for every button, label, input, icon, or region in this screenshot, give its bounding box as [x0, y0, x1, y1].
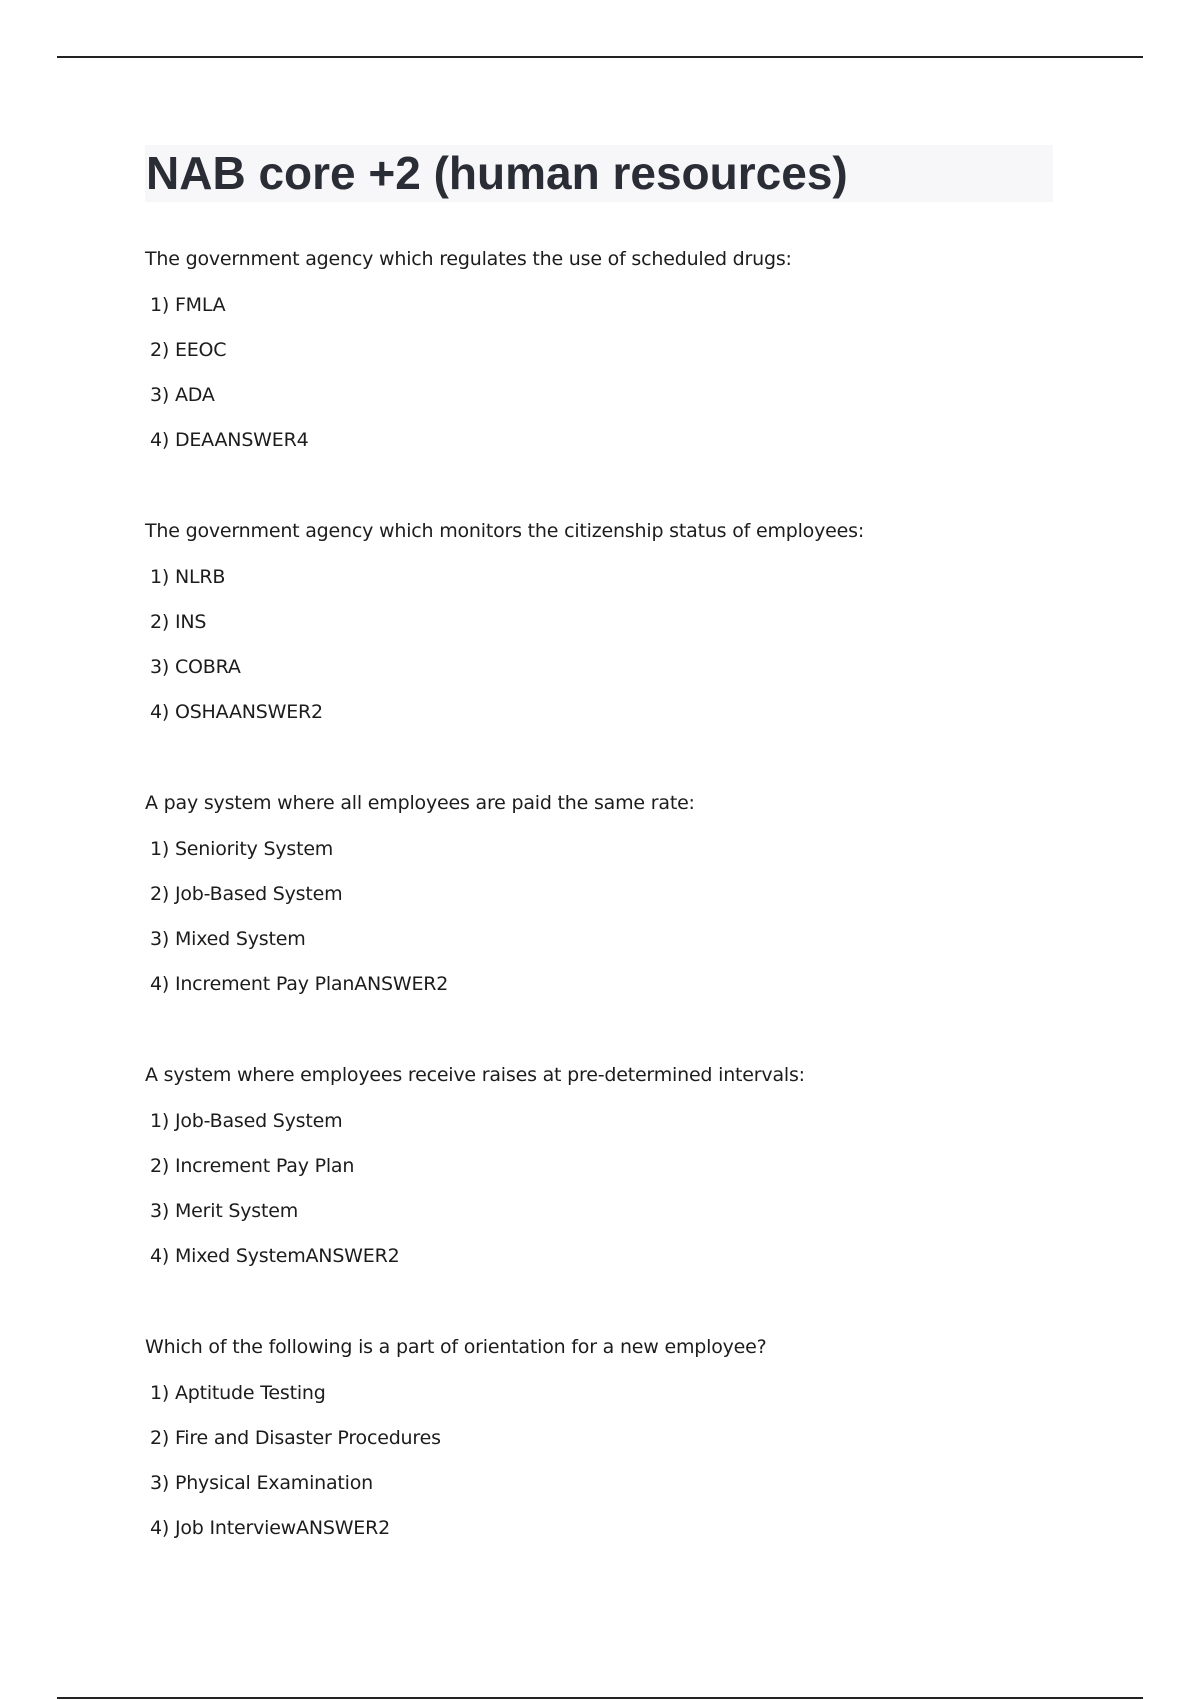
header-rule: [57, 56, 1143, 58]
footer-rule: [57, 1697, 1143, 1699]
answer-option: 3) Physical Examination: [150, 1472, 374, 1494]
question-prompt: The government agency which monitors the citizenship status of employees:: [145, 520, 865, 542]
question-item: [145, 788, 1105, 1060]
answer-option: 4) Mixed SystemANSWER2: [150, 1245, 400, 1267]
answer-option: 2) Fire and Disaster Procedures: [150, 1427, 441, 1449]
question-list: [145, 244, 1105, 1604]
answer-option: 1) Aptitude Testing: [150, 1382, 326, 1404]
answer-option: 1) FMLA: [150, 294, 226, 316]
question-item: [145, 1332, 1105, 1604]
answer-option: 4) DEAANSWER4: [150, 429, 309, 451]
question-item: [145, 516, 1105, 788]
answer-option: 4) OSHAANSWER2: [150, 701, 323, 723]
question-item: [145, 244, 1105, 516]
answer-option: 2) INS: [150, 611, 207, 633]
question-prompt: A pay system where all employees are paid the same rate:: [145, 792, 695, 814]
question-item: [145, 1060, 1105, 1332]
answer-option: 3) Mixed System: [150, 928, 306, 950]
question-prompt: The government agency which regulates the use of scheduled drugs:: [145, 248, 792, 270]
answer-option: 2) Job-Based System: [150, 883, 343, 905]
question-prompt: Which of the following is a part of orientation for a new employee?: [145, 1336, 767, 1358]
answer-option: 1) Job-Based System: [150, 1110, 343, 1132]
page-title: NAB core +2 (human resources): [146, 147, 848, 199]
question-prompt: A system where employees receive raises at pre-determined intervals:: [145, 1064, 805, 1086]
answer-option: 2) EEOC: [150, 339, 227, 361]
answer-option: 2) Increment Pay Plan: [150, 1155, 355, 1177]
answer-option: 1) Seniority System: [150, 838, 334, 860]
answer-option: 4) Increment Pay PlanANSWER2: [150, 973, 449, 995]
answer-option: 1) NLRB: [150, 566, 226, 588]
answer-option: 3) COBRA: [150, 656, 241, 678]
answer-option: 4) Job InterviewANSWER2: [150, 1517, 390, 1539]
answer-option: 3) Merit System: [150, 1200, 299, 1222]
answer-option: 3) ADA: [150, 384, 215, 406]
